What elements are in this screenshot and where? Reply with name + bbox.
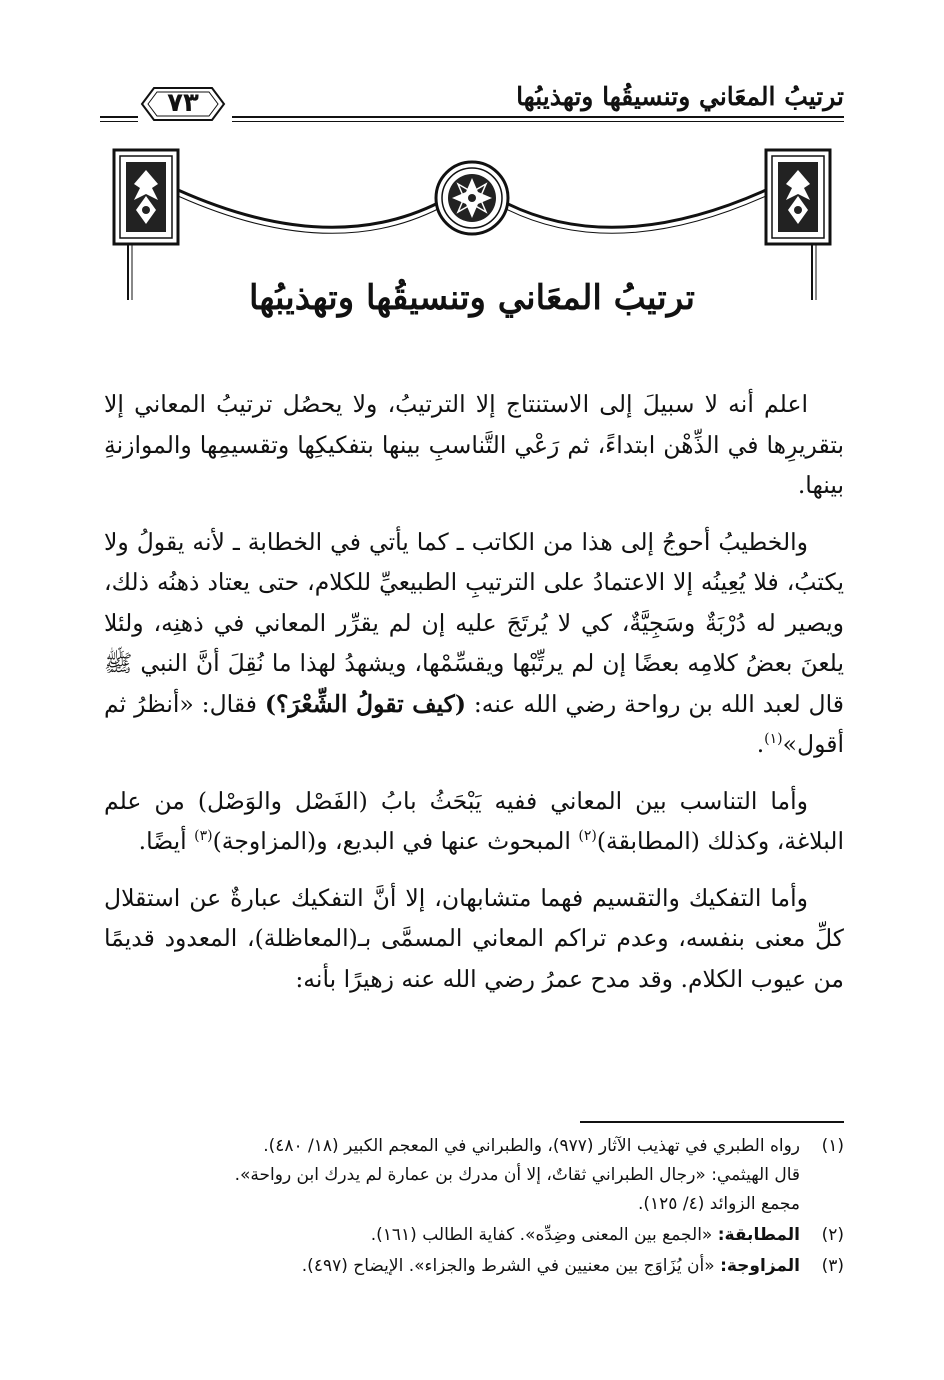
running-title: ترتيبُ المعَاني وتنسيقُها وتهذيبُها	[516, 82, 844, 111]
paragraph-2: والخطيبُ أحوجُ إلى هذا من الكاتب ـ كما يأتي في الخطابة ـ لأنه يقولُ ولا يكتبُ، فلا يُعِينُه إلا الاعتمادُ على الترتيبِ الطبيعيِّ للكلام، حتى يعتاد ذهنُه ذلك، ويصير له دُرْبَةٌ وسَجِيَّةٌ، كي لا يُرتَجَ عليه إن لم يقرِّر المعاني في ذهنِه، ولئلا يلعنَ بعضُ كلامِه بعضًا إن لم يرتِّبْها ويقسِّمْها، ويشهدُ لهذا ما نُقِلَ أنَّ النبي ﷺ قال لعبد الله بن رواحة رضي الله عنه: (كيف تقولُ الشِّعْرَ؟) فقال: «أنظرُ ثم أقول»$^{(١)}$.	[104, 527, 844, 758]
paragraph-2-text: والخطيبُ أحوجُ إلى هذا من الكاتب ـ كما يأتي في الخطابة ـ لأنه يقولُ ولا يكتبُ، فلا يُعِينُه إلا الاعتمادُ على الترتيبِ الطبيعيِّ للكلام، حتى يعتاد ذهنُه ذلك، ويصير له دُرْبَةٌ وسَجِيَّةٌ، كي لا يُرتَجَ عليه إن لم يقرِّر المعاني في ذهنِه، ولئلا يلعنَ بعضُ كلامِه بعضًا إن لم يرتِّبْها ويقسِّمْها، ويشهدُ لهذا ما نُقِلَ أنَّ النبي ﷺ قال لعبد الله بن رواحة رضي الله عنه:	[104, 527, 844, 718]
page-number: ٧٣	[167, 88, 199, 118]
footnote-ref-1[interactable]: (١)	[764, 731, 783, 748]
footnote-line: رواه الطبري في تهذيب الآثار (٩٧٧)، والطبراني في المعجم الكبير (١٨/ ٤٨٠).	[263, 1136, 800, 1156]
header-rule-left	[100, 116, 138, 118]
footnote-number: (١)	[821, 1136, 844, 1156]
paragraph-4: وأما التفكيك والتقسيم فهما متشابهان، إلا أنَّ التفكيك عبارةٌ عن استقلال كلِّ معنى بنفسه، وعدم تراكم المعاني المسمَّى بـ(المعاظلة)، المعدود قديمًا من عيوب الكلام. وقد مدح عمرُ رضي الله عنه زهيرًا بأنه:	[104, 883, 844, 993]
footnote-ref-2[interactable]: (٢)	[578, 828, 597, 845]
footnote-line: مجمع الزوائد (٤/ ١٢٥).	[638, 1194, 800, 1214]
header-rule-right-thin	[232, 121, 844, 122]
footnote-ref-3[interactable]: (٣)	[194, 828, 213, 845]
quote-answer: فقال: «أنظرُ ثم أقول»	[104, 689, 844, 758]
footnote-number: (٢)	[821, 1225, 844, 1245]
footnote-2	[104, 1221, 844, 1250]
header-rule-left-thin	[100, 121, 138, 122]
medallion-icon	[436, 162, 508, 234]
paragraph-3-mid: المبحوث عنها في البديع، و(المزاوجة)	[212, 827, 579, 855]
footnote-3	[104, 1252, 844, 1281]
quote-question: (كيف تقولُ الشِّعْرَ؟)	[264, 689, 466, 718]
footnote-text: «الجمع بين المعنى وضِدِّه». كفاية الطالب (١٦١).	[370, 1225, 718, 1245]
footnote-separator	[580, 1121, 844, 1123]
footnote-term: المزاوجة:	[720, 1256, 800, 1276]
paragraph-3-end: أيضًا.	[138, 827, 195, 855]
footnote-line: قال الهيثمي: «رجال الطبراني ثقاتٌ، إلا أن مدرك بن عمارة لم يدرك ابن رواحة».	[234, 1165, 800, 1185]
paragraph-3	[104, 781, 844, 862]
chapter-title: ترتيبُ المعَاني وتنسيقُها وتهذيبُها	[249, 278, 695, 318]
paragraph-1: اعلم أنه لا سبيلَ إلى الاستنتاج إلا الترتيبُ، ولا يحصُل ترتيبُ المعاني إلا بتقريرِها في الذِّهْن ابتداءً، ثم رَعْي التَّناسبِ بينها بتفكيكِها وتقسيمِها والموازنةِ بينها.	[104, 390, 844, 499]
paragraph-3-text: وأما التناسب بين المعاني ففيه يَبْحَثُ بابُ (الفَصْل والوَصْل) من علم البلاغة، وكذلك (المطابقة)	[104, 786, 844, 855]
footnote-number: (٣)	[821, 1256, 844, 1276]
footnote-1	[104, 1132, 844, 1219]
header-rule-right	[232, 116, 844, 118]
body-text	[104, 384, 844, 1015]
footnote-term: المطابقة:	[717, 1225, 800, 1245]
page-number-badge	[140, 84, 226, 124]
footnote-text: «أن يُزَاوَج بين معنيين في الشرط والجزاء». الإيضاح (٤٩٧).	[301, 1256, 721, 1276]
footnotes	[104, 1132, 844, 1283]
